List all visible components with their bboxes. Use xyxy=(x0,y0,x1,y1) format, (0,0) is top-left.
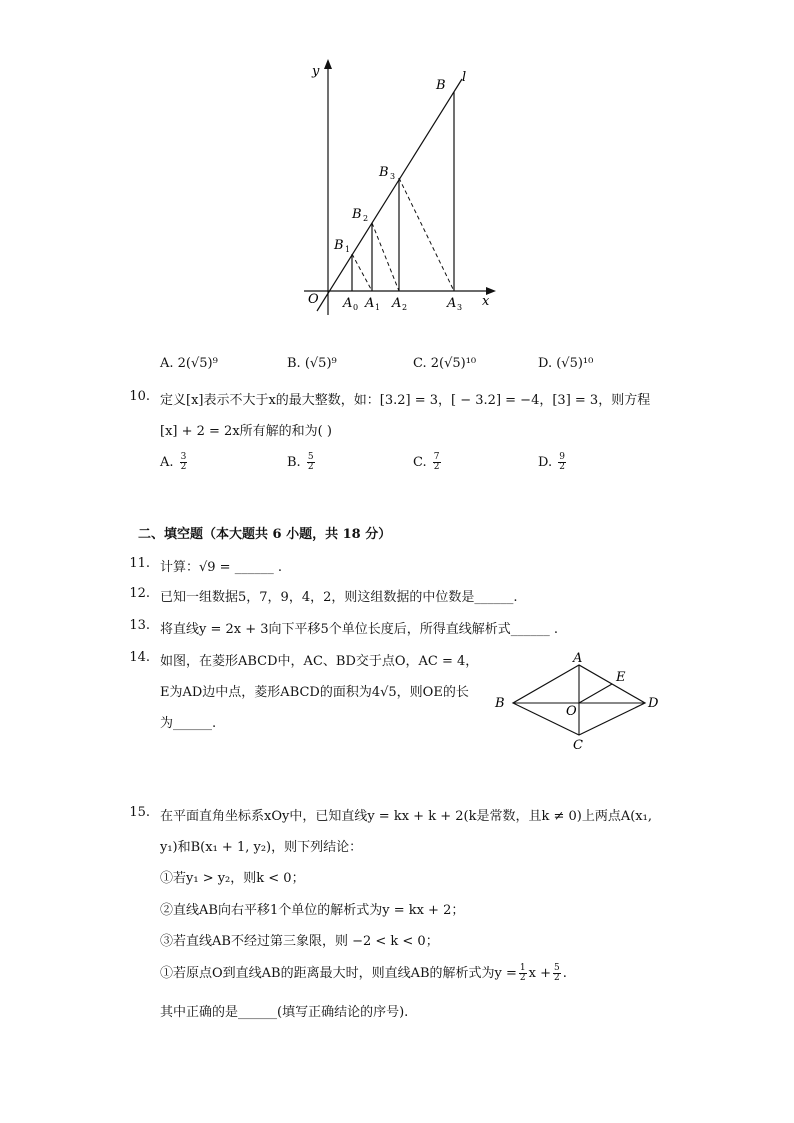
segment-OE xyxy=(579,684,612,703)
q14-text-line3[interactable]: 为______. xyxy=(160,716,217,731)
q14-text-line2: E为AD边中点，菱形ABCD的面积为4√5，则OE的长 xyxy=(160,685,469,700)
rhombus-label-C: C xyxy=(573,738,583,753)
rhombus-label-E: E xyxy=(616,670,626,685)
label-B2-sub: 2 xyxy=(363,214,369,223)
label-A1: A xyxy=(365,296,375,311)
q15-statement-3: ③若直线AB不经过第三象限，则 −2 < k < 0； xyxy=(160,934,439,949)
q15-statement-4-end: . xyxy=(562,966,567,981)
dash-B2A2 xyxy=(372,223,399,291)
label-B3: B xyxy=(379,165,389,180)
q10-text-line1: 定义[x]表示不大于x的最大整数，如：[3.2] = 3，[ − 3.2] = −4，[3] = 3，则方程 xyxy=(160,393,651,408)
q9-option-c[interactable]: C. 2(√5)¹⁰ xyxy=(413,356,477,371)
q15-text-line1: 在平面直角坐标系xOy中，已知直线y = kx + k + 2(k是常数，且k ≠ 0)上两点A(x₁, xyxy=(160,809,652,824)
q13-text[interactable]: 将直线y = 2x + 3向下平移5个单位长度后，所得直线解析式______ . xyxy=(160,622,559,637)
q9-option-d[interactable]: D. (√5)¹⁰ xyxy=(538,356,594,371)
q15-answer-prompt[interactable]: 其中正确的是______(填写正确结论的序号). xyxy=(160,1005,409,1020)
label-A2: A xyxy=(392,296,402,311)
q10-option-c[interactable] xyxy=(413,453,443,472)
q15-statement-2: ②直线AB向右平移1个单位的解析式为y = kx + 2； xyxy=(160,903,465,918)
q15-statement-1: ①若y₁ > y₂，则k < 0； xyxy=(160,871,305,886)
q10-option-a-label: A. xyxy=(160,455,174,470)
q11-number: 11. xyxy=(129,556,150,571)
q15-statement-4-mid: x + xyxy=(528,966,552,981)
q15-text-line2: y₁)和B(x₁ + 1, y₂)，则下列结论： xyxy=(160,840,363,855)
rhombus-label-B: B xyxy=(495,696,505,711)
dash-B3A3 xyxy=(399,178,454,291)
rhombus-label-O: O xyxy=(566,704,577,719)
q14-text-line1: 如图，在菱形ABCD中，AC、BD交于点O，AC = 4， xyxy=(160,654,479,669)
label-A3: A xyxy=(447,296,457,311)
label-B: B xyxy=(436,78,446,93)
label-A3-sub: 3 xyxy=(457,303,463,312)
q14-rhombus-figure xyxy=(488,648,668,754)
q14-number: 14. xyxy=(129,650,150,665)
q15-number: 15. xyxy=(129,805,150,820)
label-x: x xyxy=(482,294,490,309)
q9-option-b[interactable]: B. (√5)⁹ xyxy=(287,356,337,371)
q10-text-line2: [x] + 2 = 2x所有解的和为( ) xyxy=(160,424,332,439)
label-A2-sub: 2 xyxy=(402,303,408,312)
y-axis-arrow xyxy=(324,59,332,69)
label-A0: A xyxy=(343,296,353,311)
q10-option-a[interactable] xyxy=(160,453,189,472)
line-l xyxy=(317,79,462,311)
q10-option-b-fraction: $\frac{5}{2}$ xyxy=(307,452,314,472)
q15-fraction-2: $\frac{5}{2}$ xyxy=(554,963,560,983)
q10-option-d-label: D. xyxy=(538,455,553,470)
q10-option-d[interactable] xyxy=(538,453,568,472)
q15-statement-4-pre: ①若原点O到直线AB的距离最大时，则直线AB的解析式为y = xyxy=(160,966,517,981)
label-B2: B xyxy=(352,207,362,222)
label-B1-sub: 1 xyxy=(345,245,351,254)
q15-fraction-1: $\frac{1}{2}$ xyxy=(519,963,526,983)
q10-option-b-label: B. xyxy=(287,455,301,470)
dash-B1A1 xyxy=(352,254,372,291)
rhombus-label-A: A xyxy=(573,651,583,666)
q15-statement-4 xyxy=(160,962,567,983)
section-heading: 二、填空题（本大题共 6 小题，共 18 分） xyxy=(138,527,392,542)
q10-option-a-fraction: $\frac{3}{2}$ xyxy=(180,452,187,472)
q11-text[interactable]: 计算：√9 = ______ . xyxy=(160,560,282,575)
label-l: l xyxy=(462,70,467,85)
label-O: O xyxy=(308,292,319,307)
label-y: y xyxy=(312,64,320,79)
q12-text[interactable]: 已知一组数据5，7，9，4，2，则这组数据的中位数是______. xyxy=(160,590,518,605)
q10-option-c-label: C. xyxy=(413,455,427,470)
q12-number: 12. xyxy=(129,586,150,601)
rhombus-label-D: D xyxy=(648,696,659,711)
q9-figure xyxy=(290,55,510,320)
label-A0-sub: 0 xyxy=(353,303,359,312)
q10-option-b[interactable] xyxy=(287,453,317,472)
label-B3-sub: 3 xyxy=(390,172,396,181)
q10-option-d-fraction: $\frac{9}{2}$ xyxy=(559,452,565,472)
q13-number: 13. xyxy=(129,618,150,633)
label-B1: B xyxy=(334,238,344,253)
q9-option-a[interactable]: A. 2(√5)⁹ xyxy=(160,356,218,371)
q10-number: 10. xyxy=(129,389,150,404)
label-A1-sub: 1 xyxy=(375,303,381,312)
q10-option-c-fraction: $\frac{7}{2}$ xyxy=(433,452,440,472)
